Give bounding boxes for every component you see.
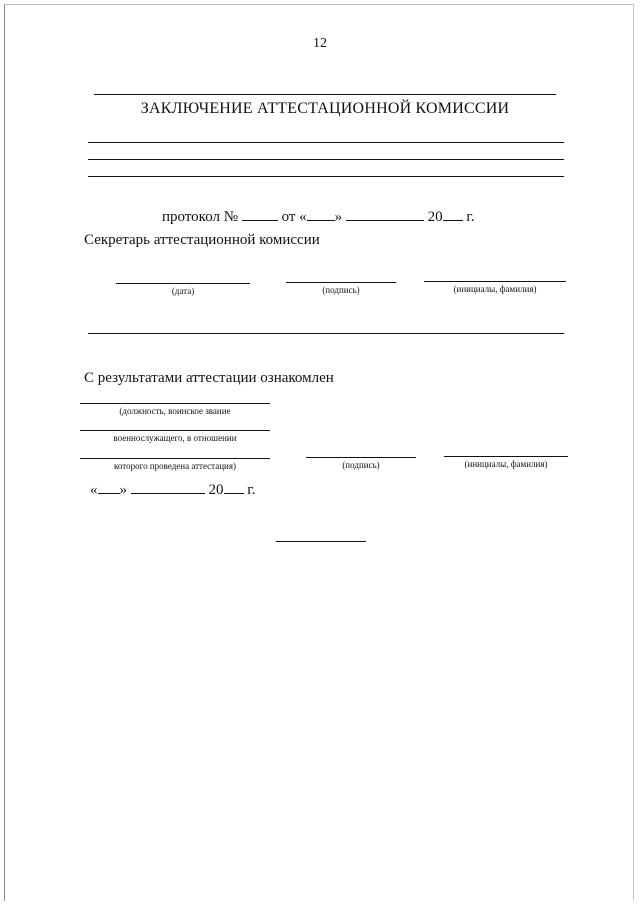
footer-close-quote: » [119, 482, 127, 498]
position-caption-2: военнослужащего, в отношении [113, 433, 237, 443]
protocol-month-blank [346, 208, 424, 221]
protocol-prefix: протокол № [162, 209, 239, 225]
name-caption: (инициалы, фамилия) [453, 284, 537, 294]
date-line [116, 283, 250, 284]
footer-day-blank [98, 481, 120, 494]
footer-open-quote: « [90, 482, 98, 498]
conclusion-line-2 [88, 159, 564, 160]
protocol-number-blank [242, 208, 278, 221]
signature-line [286, 282, 396, 283]
protocol-line [162, 208, 475, 226]
position-caption-1: (должность, воинское звание [119, 406, 231, 416]
protocol-from: от « [281, 209, 307, 225]
title-top-rule [94, 94, 556, 95]
acq-name-line [444, 456, 568, 457]
footer-year-prefix: 20 [208, 482, 224, 498]
signature-caption: (подпись) [322, 285, 360, 295]
page-number: 12 [313, 36, 327, 51]
footer-date-line [90, 481, 255, 499]
end-rule [276, 541, 366, 542]
footer-year-suffix: г. [247, 482, 256, 498]
position-line-1 [80, 403, 270, 404]
position-caption-3: которого проведена аттестация) [113, 461, 236, 471]
acq-name-caption: (инициалы, фамилия) [464, 459, 548, 469]
separator-line [88, 333, 564, 334]
position-line-2 [80, 430, 270, 431]
acquainted-label: С результатами аттестации ознакомлен [84, 370, 334, 386]
footer-month-blank [131, 481, 205, 494]
footer-year-blank [224, 481, 244, 494]
protocol-quote-close: » [334, 209, 343, 225]
name-line [424, 281, 566, 282]
date-caption: (дата) [171, 286, 195, 296]
conclusion-line-1 [88, 142, 564, 143]
conclusion-line-3 [88, 176, 564, 177]
protocol-year-blank [443, 208, 463, 221]
page-title: ЗАКЛЮЧЕНИЕ АТТЕСТАЦИОННОЙ КОМИССИИ [140, 100, 510, 117]
protocol-day-blank [307, 208, 335, 221]
position-line-3 [80, 458, 270, 459]
protocol-year-suffix: г. [466, 209, 475, 225]
secretary-label: Секретарь аттестационной комиссии [84, 232, 320, 248]
protocol-year-prefix: 20 [427, 209, 443, 225]
acq-signature-line [306, 457, 416, 458]
acq-signature-caption: (подпись) [342, 460, 380, 470]
document-page [4, 4, 634, 901]
